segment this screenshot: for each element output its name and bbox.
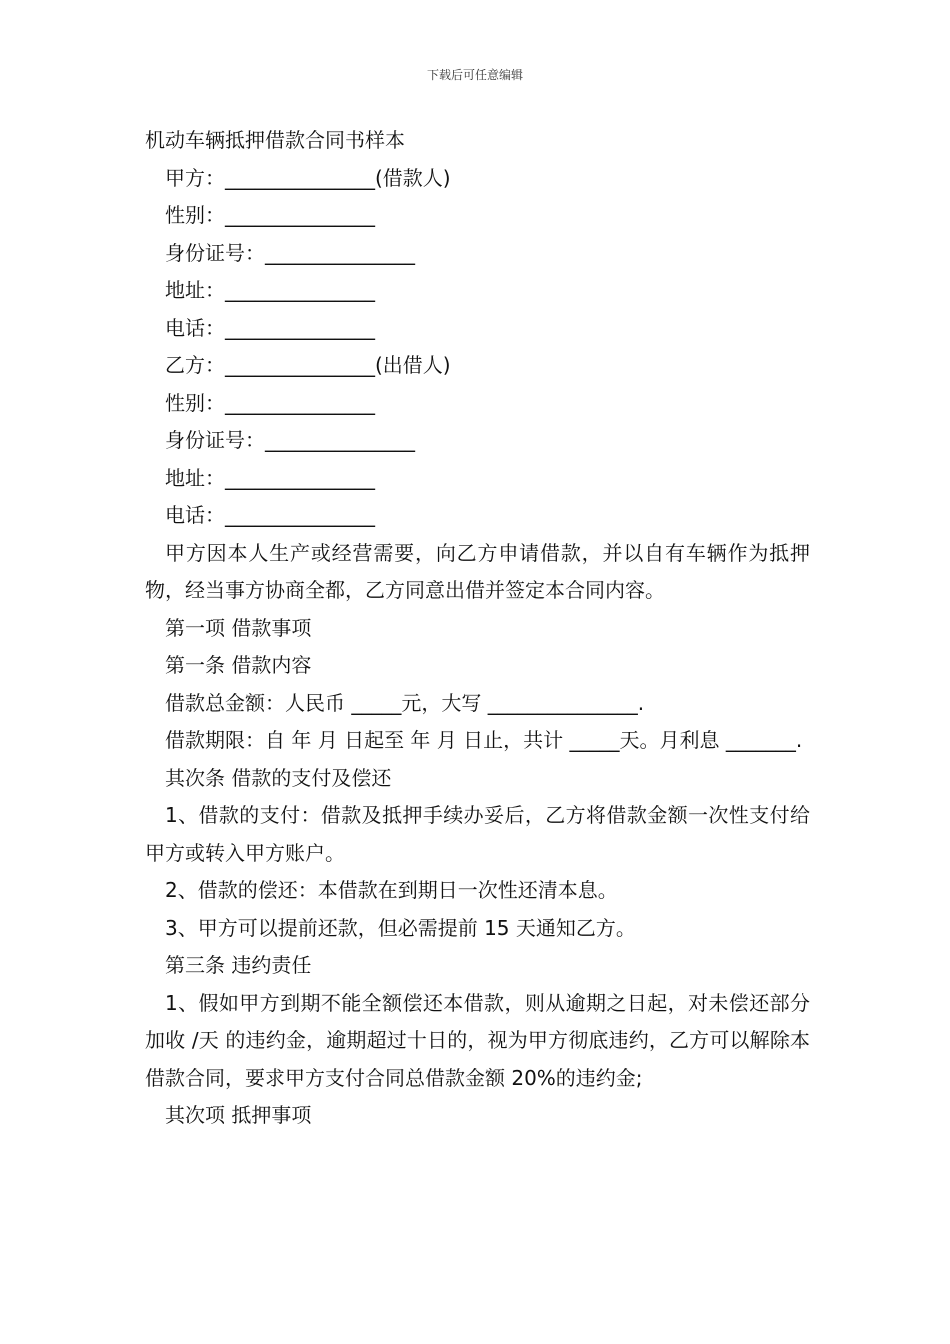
- item2-heading: 其次项 抵押事项: [165, 1103, 312, 1127]
- loan-term-paragraph: 借款期限：自 年 月 日起至 年 月 日止，共计 _____天。月利息 _______.: [165, 728, 803, 752]
- party-b-phone-line: 电话：_______________: [165, 503, 375, 527]
- party-a-id-line: 身份证号：_______________: [165, 240, 415, 265]
- party-b-address-line: 地址：_______________: [165, 465, 375, 490]
- article2-clause2: 2、借款的偿还：本借款在到期日一次性还清本息。: [165, 878, 618, 902]
- article2-clause1: 1、借款的支付：借款及抵押手续办妥后，乙方将借款金额一次性支付给甲方或转入甲方账户。: [145, 803, 810, 865]
- intro-paragraph: 甲方因本人生产或经营需要，向乙方申请借款，并以自有车辆作为抵押物，经当事方协商全都，乙方同意出借并签定本合同内容。: [145, 540, 810, 602]
- article3-clause1: 1、假如甲方到期不能全额偿还本借款，则从逾期之日起，对未偿还部分加收 /天 的违约金，逾期超过十日的，视为甲方彻底违约，乙方可以解除本借款合同，要求甲方支付合同总借款金额 20%的违约金;: [145, 990, 810, 1090]
- article2-clause3: 3、甲方可以提前还款，但必需提前 15 天通知乙方。: [165, 915, 636, 940]
- party-a-name-line: 甲方：_______________(借款人): [165, 165, 451, 190]
- article2-heading: 其次条 借款的支付及偿还: [165, 765, 392, 790]
- party-b-id-line: 身份证号：_______________: [165, 428, 415, 452]
- party-b-gender-line: 性别：_______________: [165, 390, 375, 415]
- document-title: 机动车辆抵押借款合同书样本: [145, 128, 405, 152]
- item1-heading: 第一项 借款事项: [165, 615, 312, 640]
- header-note: 下载后可任意编辑: [426, 68, 523, 82]
- document-body: [145, 122, 810, 1135]
- party-a-address-line: 地址：_______________: [165, 278, 375, 302]
- article1-heading: 第一条 借款内容: [165, 653, 312, 677]
- loan-amount-line: 借款总金额：人民币 _____元，大写 _______________.: [165, 690, 645, 715]
- party-a-gender-line: 性别：_______________: [165, 203, 375, 227]
- party-b-name-line: 乙方：_______________(出借人): [165, 353, 451, 377]
- article3-heading: 第三条 违约责任: [165, 953, 312, 977]
- party-a-phone-line: 电话：_______________: [165, 315, 375, 340]
